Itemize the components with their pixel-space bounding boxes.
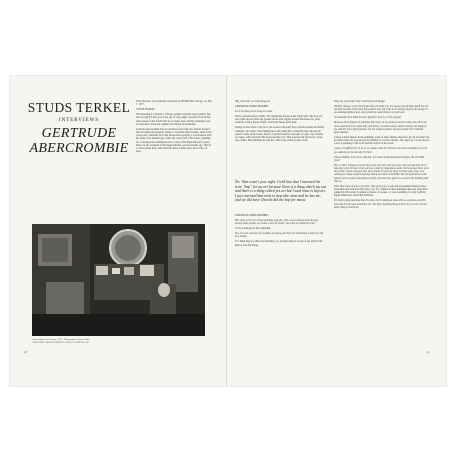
body-paragraph: So naturally but I think I'd draw myself is all I do. I draw myself. bbox=[334, 116, 402, 120]
body-paragraph: Her voice, a bit sort of blue painting, and she, with a most curious look, moving among many people, as it were, a sort of clutter. The truth is I paint the truth. bbox=[235, 219, 318, 226]
caption-credit: GERTRUDE ABERCROMBIE PAPERS, COURTESY OF... bbox=[32, 341, 91, 344]
interviewer-name: STUDS TERKEL bbox=[27, 100, 131, 115]
body-paragraph: Hey, Gertrude. Let it all hang out. bbox=[235, 100, 271, 103]
pull-quote: No. That wasn't your right. I told him that I invented the term "bop" for my art because there is a thing which my son and there is a thing called yes art but I said mine is bop art. I just invented that term to describe mine and he has me, and we did have Charlie did the bop for music. bbox=[235, 180, 327, 202]
body-paragraph: Would I change? I just tell friends that art really. I'm, it's always myself that I paint but not actually because I don't feel that good in one, but I like it. It's always myself, but always in an autobiographical way. And I paint the same things over and over. bbox=[334, 105, 429, 115]
speaker-label: STUDS TERKEL: bbox=[136, 108, 156, 112]
body-paragraph: Yes, in 1934, I began a survey, they were very nice and very easy. The one and only who I had, they were the best. That was how I kept my head above water. In those days there were the artists' unions, because they were unions to work for them. In those days, they were looking for things to paint and they had a nice idea in the WPA. We'd be paid $23 a week and we were to paint a painting a month, and then they gave us a room in the building and that's it. bbox=[334, 163, 429, 183]
intro-note: This interview was originally broadcast on WFMT-FM, Chicago, on July 7, 1977. bbox=[136, 100, 212, 107]
guest-name-line-1: GERTRUDE bbox=[41, 126, 117, 141]
column-left-text bbox=[136, 100, 212, 220]
page-number-right: 49 bbox=[426, 350, 429, 354]
body-paragraph: Because all my figures in paintings like these, in the pictures and it's really only all in the room, and there's the same stuff, and there's a woman always and it's always an image of me, and I'm not a figure painter, I'm not a figure painter because mostly I'm a realistic figure painter. bbox=[334, 121, 427, 135]
interviews-label: INTERVIEWS bbox=[58, 118, 100, 123]
body-paragraph: Well, that's nice of you to say that. They gave you a room and you painted things in there and paints and stuff and they'd pay you. So, I think for these paintings there are some that I painted in Wisconsin. I painted a picture of a house... it was a painting of a lady with her hands behind her, which the WPA has. bbox=[334, 184, 429, 198]
guest-name-line-2: ABERCROMBIE bbox=[29, 141, 129, 156]
body-paragraph: So I think they're called 'sad paintings', no, because they're a book of me with all the kind of real life things. bbox=[235, 240, 323, 247]
body-paragraph: I mean a hand, figures in the paintings, some of these figures, they'd be all old, but that's the problem when one is portrayed in painting as a living creature, and, anyway, it is all done in a sort of painting of the room and the objects in the room. bbox=[334, 136, 430, 146]
body-paragraph: This morning is a tribute to Chicago painter Gertrude Abercrombie. She died on July [?] this year at the age of sixty-eight. Gertrude lived in that same house on the South Side for so many years and her paintings were an extension of herself, original and unique and enduring. bbox=[136, 113, 211, 126]
column-mid-text bbox=[235, 100, 325, 178]
body-paragraph: They say you're her 'lady'? Are there such things? bbox=[334, 100, 386, 103]
page-number-left: 48 bbox=[24, 350, 27, 354]
speaker-label: GERTRUDE ABERCROMBIE: bbox=[235, 214, 269, 217]
interior-photograph bbox=[32, 224, 205, 336]
photo-scene-graphic bbox=[32, 224, 205, 336]
photo-caption bbox=[32, 338, 162, 344]
speaker-label: GERTRUDE ABERCROMBIE: bbox=[235, 105, 269, 108]
gutter bbox=[226, 76, 227, 386]
body-paragraph: It's hard to find paintings that I've done, but I looking at some then a, you know, and this feels like it's the same and that's me. The most shocking thing is that I try it to see. It's the same thing I tried to do. bbox=[334, 199, 427, 209]
body-paragraph: Yes, not very usual for me to paint, you know, but then, it's interesting, I paint my self as a model... bbox=[235, 232, 324, 239]
caption-line: Abercrombie in her home, 1977. Photograph by Hope Bilbo. bbox=[32, 338, 91, 341]
body-paragraph: It was a dialogue in the beginning. bbox=[235, 227, 271, 231]
column-mid-continued bbox=[235, 214, 325, 359]
body-paragraph: That's Gertrude Abercrombie. I'm visiting her house on the South Side. She is not in one of her moods when the ground shows and wiggles around this house for years. Gertrude, with a friend of hers, recalls the house years later. bbox=[235, 115, 323, 125]
body-paragraph: Let it all hang out as long as it lasts. bbox=[235, 110, 273, 113]
column-right-text bbox=[334, 100, 430, 362]
title-block bbox=[26, 100, 132, 156]
body-paragraph: I guess it's difficult for us to try to explain what her bits here are but in actuality it's art to see what the art is and why it's there. bbox=[334, 147, 428, 154]
body-paragraph: Sitting on the couch or the floor, the scene in the early days, Charlie Parker and Dizzy Gillespie, and others. I'm drinking beer and seeing this wonderful lady. Among the central rooms of the house, there is a picture done by Gertrude of a girl, very slender, of course, with long hair. She looks just like you. That was her self portrait for years, one of hers. Her paintings are like her. Their eyes, hands on the couch. bbox=[235, 126, 325, 143]
body-paragraph: This is whimsy. Let's stick with that. You went on the Federal Art Project, the old WPA days? bbox=[334, 155, 425, 162]
body-paragraph: Gertrude Abercrombie had an enormous following; her friends decided that the memorial program, tribute to Gertrude Abercrombie, shall be her words, her comments and what better than replaying a conversation with her from a few months ago, while she was in bed at her house, planning for a retrospective exhibition of her works at the Hyde Park Art Center. That was the weekend of that huge blizzard, several months ago. That is a conversation then, with Gertrude Abercrombie and a few bottles of beer... bbox=[136, 127, 212, 154]
